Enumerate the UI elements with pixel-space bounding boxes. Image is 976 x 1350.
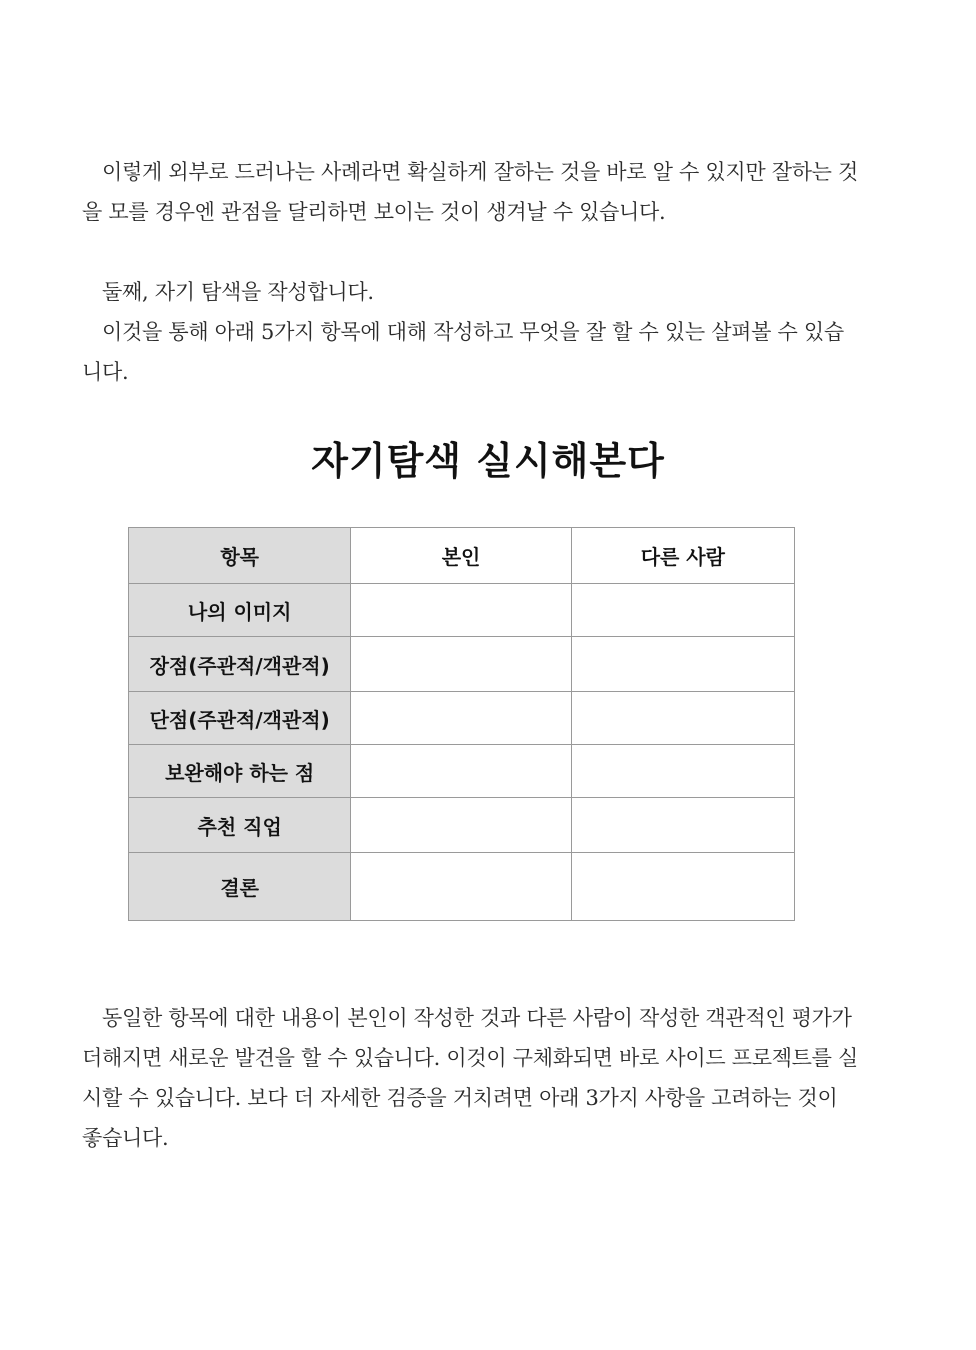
table-cell-self xyxy=(351,637,571,692)
table-header-other: 다른 사람 xyxy=(571,528,794,584)
table-row-label: 나의 이미지 xyxy=(129,584,351,637)
table-cell-other xyxy=(571,584,794,637)
figure-title: 자기탐색 실시해본다 xyxy=(311,439,665,483)
table-row-label: 결론 xyxy=(129,853,351,921)
table-row xyxy=(129,637,795,692)
table-cell-self xyxy=(351,692,571,745)
table-row xyxy=(129,584,795,637)
table-header-item: 항목 xyxy=(129,528,351,584)
table-cell-other xyxy=(571,745,794,798)
body-paragraph-2-line-1: 둘째, 자기 탐색을 작성합니다. xyxy=(102,280,374,304)
body-paragraph-2 xyxy=(82,272,862,392)
table-row xyxy=(129,745,795,798)
table-cell-other xyxy=(571,853,794,921)
body-paragraph-1: 이렇게 외부로 드러나는 사례라면 확실하게 잘하는 것을 바로 알 수 있지만 잘하는 것을 모를 경우엔 관점을 달리하면 보이는 것이 생겨날 수 있습니다. xyxy=(82,160,859,224)
table-cell-self xyxy=(351,853,571,921)
table-row-label: 장점(주관적/객관적) xyxy=(129,637,351,692)
self-exploration-table xyxy=(128,527,795,921)
table-cell-other xyxy=(571,692,794,745)
body-paragraph-2-line-2: 이것을 통해 아래 5가지 항목에 대해 작성하고 무엇을 잘 할 수 있는 살펴볼 수 있습니다. xyxy=(82,320,844,384)
table-header-self: 본인 xyxy=(351,528,571,584)
table-cell-other xyxy=(571,798,794,853)
table-header-row xyxy=(129,528,795,584)
table-cell-other xyxy=(571,637,794,692)
table-cell-self xyxy=(351,798,571,853)
table-cell-self xyxy=(351,745,571,798)
table-row-label: 추천 직업 xyxy=(129,798,351,853)
table-cell-self xyxy=(351,584,571,637)
table-row-label: 단점(주관적/객관적) xyxy=(129,692,351,745)
body-paragraph-3: 동일한 항목에 대한 내용이 본인이 작성한 것과 다른 사람이 작성한 객관적인 평가가 더해지면 새로운 발견을 할 수 있습니다. 이것이 구체화되면 바로 사이드 프로젝트를 실시할 수 있습니다. 보다 더 자세한 검증을 거치려면 아래 3가지 사항을 고려하는 것이 좋습니다. xyxy=(82,1006,859,1150)
table-row xyxy=(129,853,795,921)
table-row xyxy=(129,692,795,745)
table-row-label: 보완해야 하는 점 xyxy=(129,745,351,798)
table-row xyxy=(129,798,795,853)
